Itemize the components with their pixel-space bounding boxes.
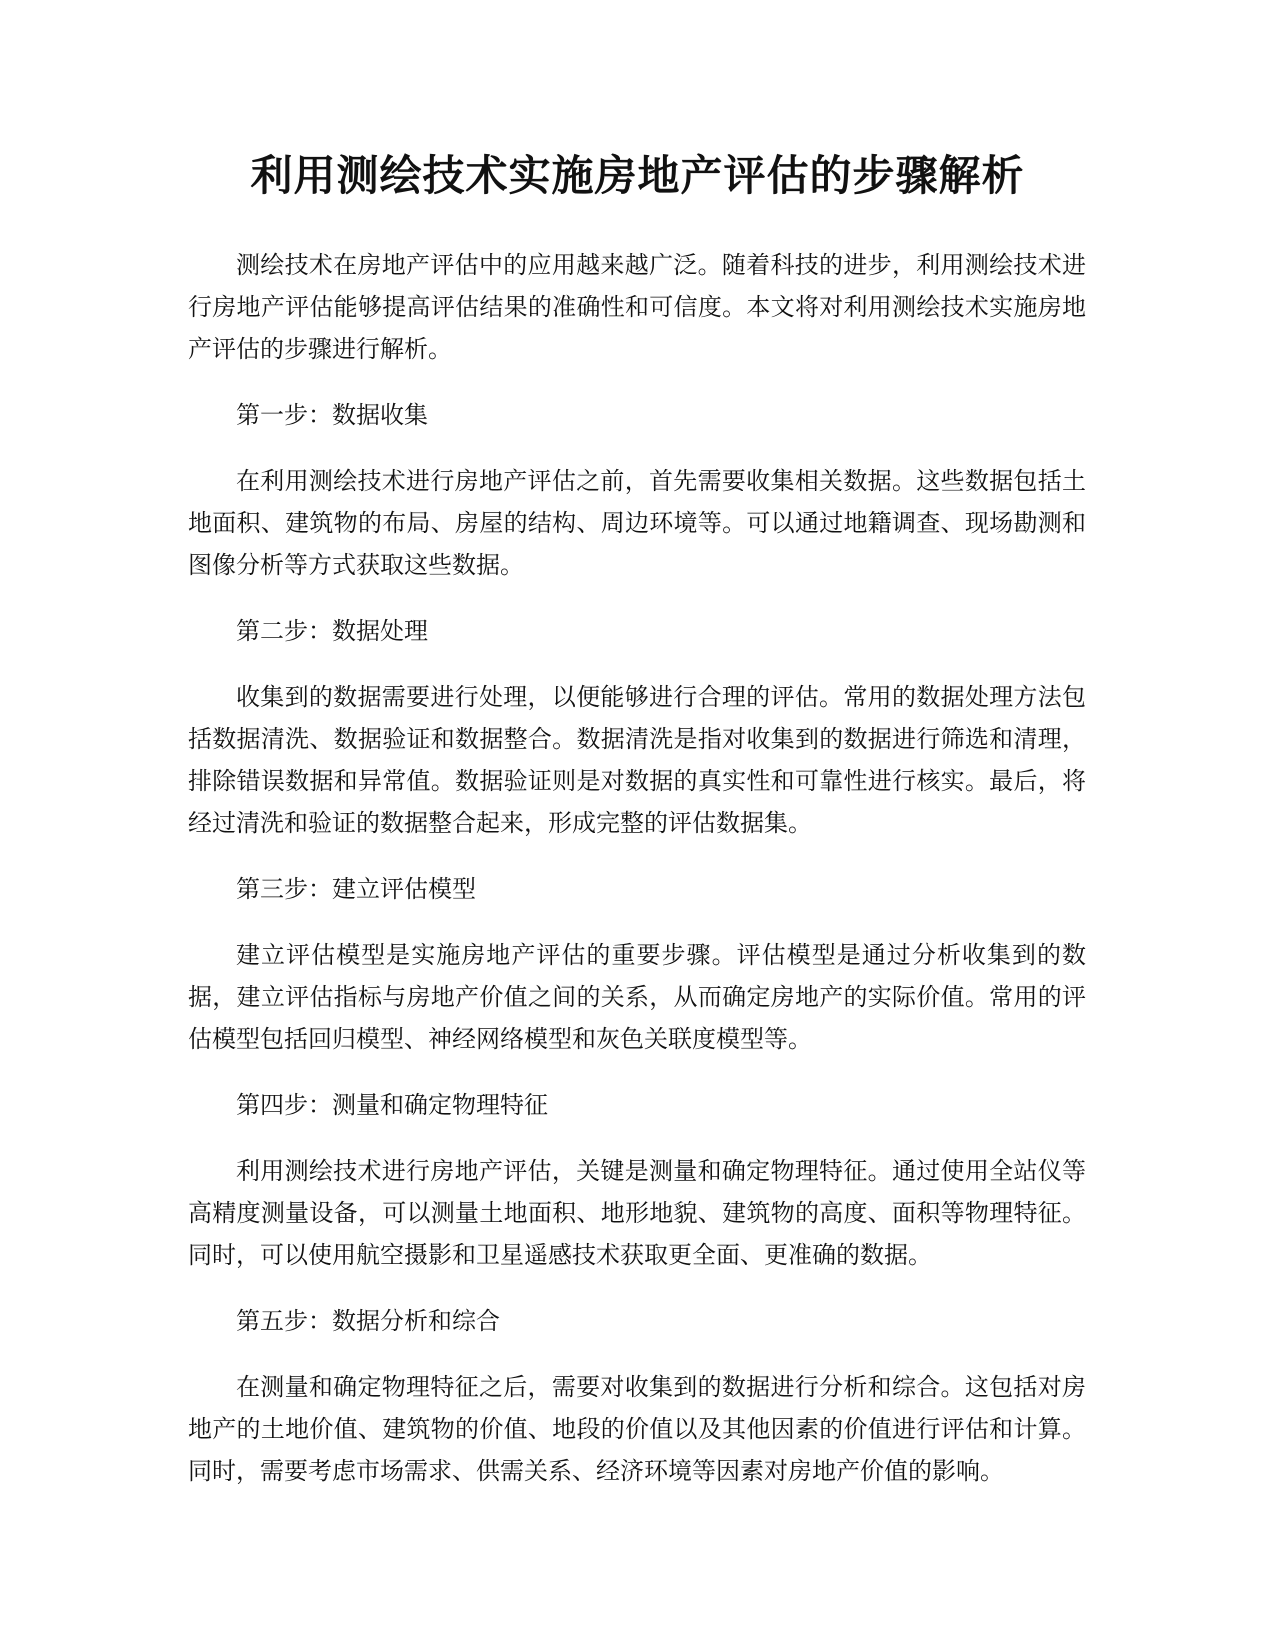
- section-heading-step-2: 第二步：数据处理: [236, 617, 428, 645]
- section-paragraph-step-4: 利用测绘技术进行房地产评估，关键是测量和确定物理特征。通过使用全站仪等高精度测量设备，可以测量土地面积、地形地貌、建筑物的高度、面积等物理特征。同时，可以使用航空摄影和卫星遥感技术获取更全面、更准确的数据。: [188, 1157, 1086, 1269]
- document-title: 利用测绘技术实施房地产评估的步骤解析: [250, 151, 1025, 200]
- section-heading-step-3: 第三步：建立评估模型: [236, 875, 476, 903]
- section-paragraph-step-1: 在利用测绘技术进行房地产评估之前，首先需要收集相关数据。这些数据包括土地面积、建筑物的布局、房屋的结构、周边环境等。可以通过地籍调查、现场勘测和图像分析等方式获取这些数据。: [188, 467, 1086, 579]
- document-body: [188, 244, 1086, 1516]
- section-paragraph-step-5: 在测量和确定物理特征之后，需要对收集到的数据进行分析和综合。这包括对房地产的土地价值、建筑物的价值、地段的价值以及其他因素的价值进行评估和计算。同时，需要考虑市场需求、供需关系、经济环境等因素对房地产价值的影响。: [188, 1373, 1086, 1485]
- section-heading-step-1: 第一步：数据收集: [236, 401, 428, 429]
- intro-paragraph: 测绘技术在房地产评估中的应用越来越广泛。随着科技的进步，利用测绘技术进行房地产评估能够提高评估结果的准确性和可信度。本文将对利用测绘技术实施房地产评估的步骤进行解析。: [188, 251, 1086, 363]
- section-heading-step-4: 第四步：测量和确定物理特征: [236, 1091, 548, 1119]
- section-paragraph-step-3: 建立评估模型是实施房地产评估的重要步骤。评估模型是通过分析收集到的数据，建立评估指标与房地产价值之间的关系，从而确定房地产的实际价值。常用的评估模型包括回归模型、神经网络模型和灰色关联度模型等。: [188, 941, 1086, 1053]
- section-heading-step-5: 第五步：数据分析和综合: [236, 1307, 500, 1335]
- section-paragraph-step-2: 收集到的数据需要进行处理，以便能够进行合理的评估。常用的数据处理方法包括数据清洗、数据验证和数据整合。数据清洗是指对收集到的数据进行筛选和清理，排除错误数据和异常值。数据验证则是对数据的真实性和可靠性进行核实。最后，将经过清洗和验证的数据整合起来，形成完整的评估数据集。: [188, 683, 1086, 837]
